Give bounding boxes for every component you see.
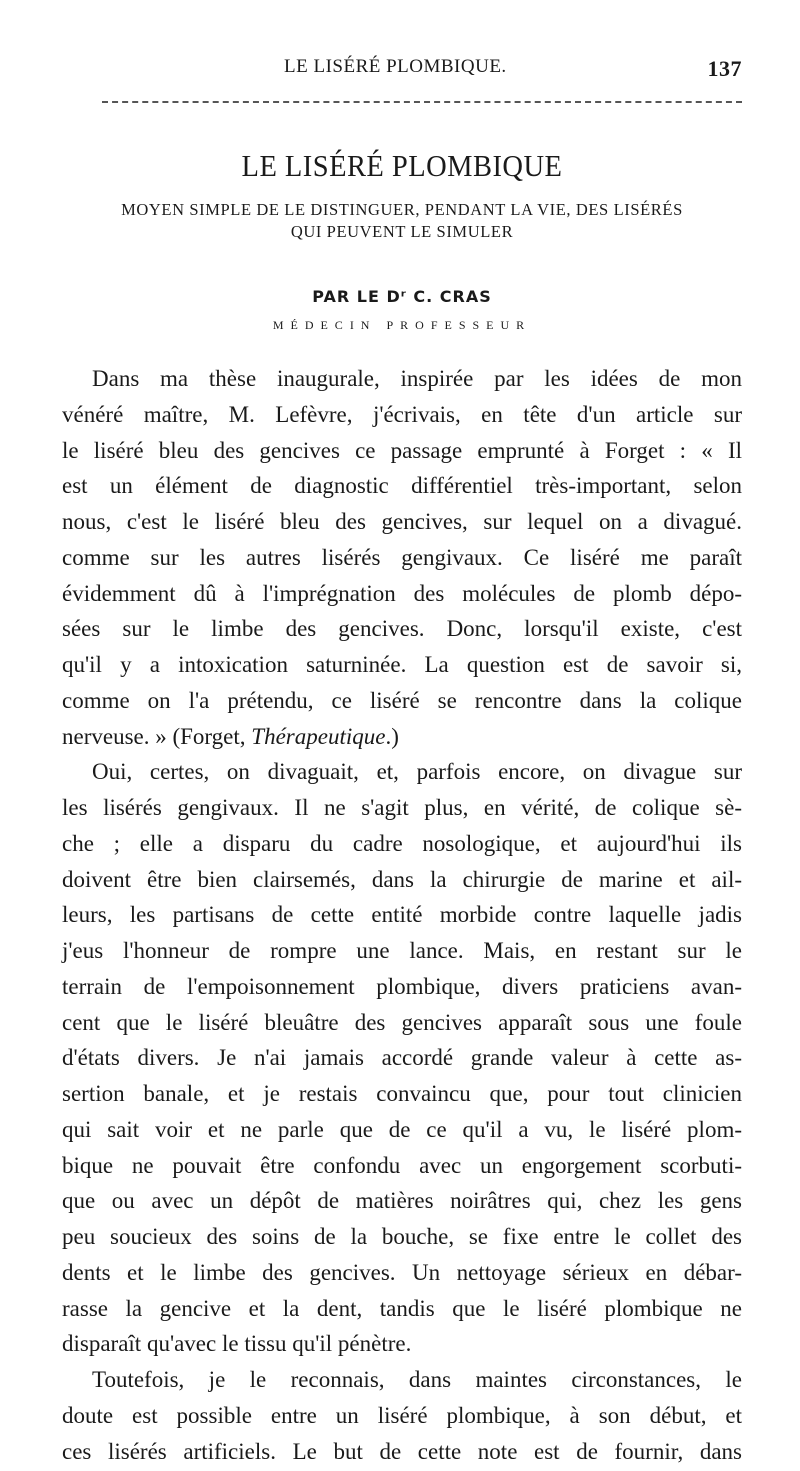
- text-line: rasse la gencive et la dent, tandis que le liséré plombique ne: [62, 1295, 742, 1321]
- text-line: que ou avec un dépôt de matières noirâtres qui, chez les gens: [62, 1188, 742, 1214]
- author-role: MÉDECIN PROFESSEUR: [272, 318, 532, 332]
- subtitle-line-2: QUI PEUVENT LE SIMULER: [290, 222, 514, 241]
- text-line: est un élément de diagnostic différentiel très-important, selon: [62, 473, 742, 499]
- subtitle-line-1: MOYEN SIMPLE DE LE DISTINGUER, PENDANT LA VIE, DES LISÉRÉS: [121, 200, 683, 219]
- article-subtitle: [62, 199, 742, 243]
- text-line: sertion banale, et je restais convaincu que, pour tout clinicien: [62, 1081, 742, 1106]
- text-line: [62, 719, 742, 755]
- text-line: bique ne pouvait être confondu avec un engorgement scorbuti-: [62, 1152, 742, 1178]
- text-line: Oui, certes, on divaguait, et, parfois encore, on divague sur: [92, 759, 742, 785]
- text-line: j'eus l'honneur de rompre une lance. Mais, en restant sur le: [62, 938, 742, 963]
- body-text: [62, 361, 742, 1469]
- text-line: le liséré bleu des gencives ce passage emprunté à Forget : « Il: [62, 437, 742, 463]
- text-line: évidemment dû à l'imprégnation des molécules de plomb dépo-: [62, 580, 742, 606]
- header-rule: [102, 101, 742, 103]
- text-fragment: nerveuse. » (Forget,: [62, 723, 252, 749]
- text-line: comme sur les autres lisérés gengivaux. Ce liséré me paraît: [62, 544, 742, 570]
- text-line: d'états divers. Je n'ai jamais accordé grande valeur à cette as-: [62, 1045, 742, 1071]
- page-number: 137: [707, 56, 742, 81]
- text-line: Dans ma thèse inaugurale, inspirée par les idées de mon: [92, 366, 742, 391]
- text-line: qui sait voir et ne parle que de ce qu'il a vu, le liséré plom-: [62, 1116, 742, 1142]
- running-title: LE LISÉRÉ PLOMBIQUE.: [284, 56, 507, 77]
- text-line: peu soucieux des soins de la bouche, se fixe entre le collet des: [62, 1224, 742, 1249]
- text-line: sées sur le limbe des gencives. Donc, lorsqu'il existe, c'est: [62, 616, 742, 642]
- book-title: Thérapeutique: [251, 723, 386, 749]
- text-line: qu'il y a intoxication saturninée. La question est de savoir si,: [62, 652, 742, 677]
- text-line: leurs, les partisans de cette entité morbide contre laquelle jadis: [62, 902, 742, 928]
- article-author: PAR LE Dʳ C. CRAS: [312, 287, 492, 306]
- text-line: cent que le liséré bleuâtre des gencives apparaît sous une foule: [62, 1009, 742, 1035]
- text-line: doivent être bien clairsemés, dans la chirurgie de marine et ail-: [62, 866, 742, 892]
- article-title: LE LISÉRÉ PLOMBIQUE: [241, 148, 563, 183]
- text-line: vénéré maître, M. Lefèvre, j'écrivais, en tête d'un article sur: [62, 401, 742, 427]
- text-line: ces lisérés artificiels. Le but de cette note est de fournir, dans: [62, 1438, 742, 1464]
- text-line: Toutefois, je le reconnais, dans maintes circonstances, le: [92, 1367, 742, 1392]
- text-line: doute est possible entre un liséré plombique, à son début, et: [62, 1402, 742, 1428]
- text-fragment: .): [385, 723, 399, 749]
- text-line: comme on l'a prétendu, ce liséré se rencontre dans la colique: [62, 687, 742, 713]
- text-line: disparaît qu'avec le tissu qu'il pénètre.: [62, 1331, 412, 1357]
- book-page: [62, 0, 742, 1471]
- text-line: nous, c'est le liséré bleu des gencives, sur lequel on a divagué.: [62, 509, 742, 534]
- text-line: dents et le limbe des gencives. Un nettoyage sérieux en débar-: [62, 1259, 742, 1285]
- running-head: [62, 48, 742, 88]
- text-line: les lisérés gengivaux. Il ne s'agit plus, en vérité, de colique sè-: [62, 795, 742, 820]
- text-line: terrain de l'empoisonnement plombique, divers praticiens avan-: [62, 973, 742, 999]
- text-line: che ; elle a disparu du cadre nosologique, et aujourd'hui ils: [62, 830, 742, 856]
